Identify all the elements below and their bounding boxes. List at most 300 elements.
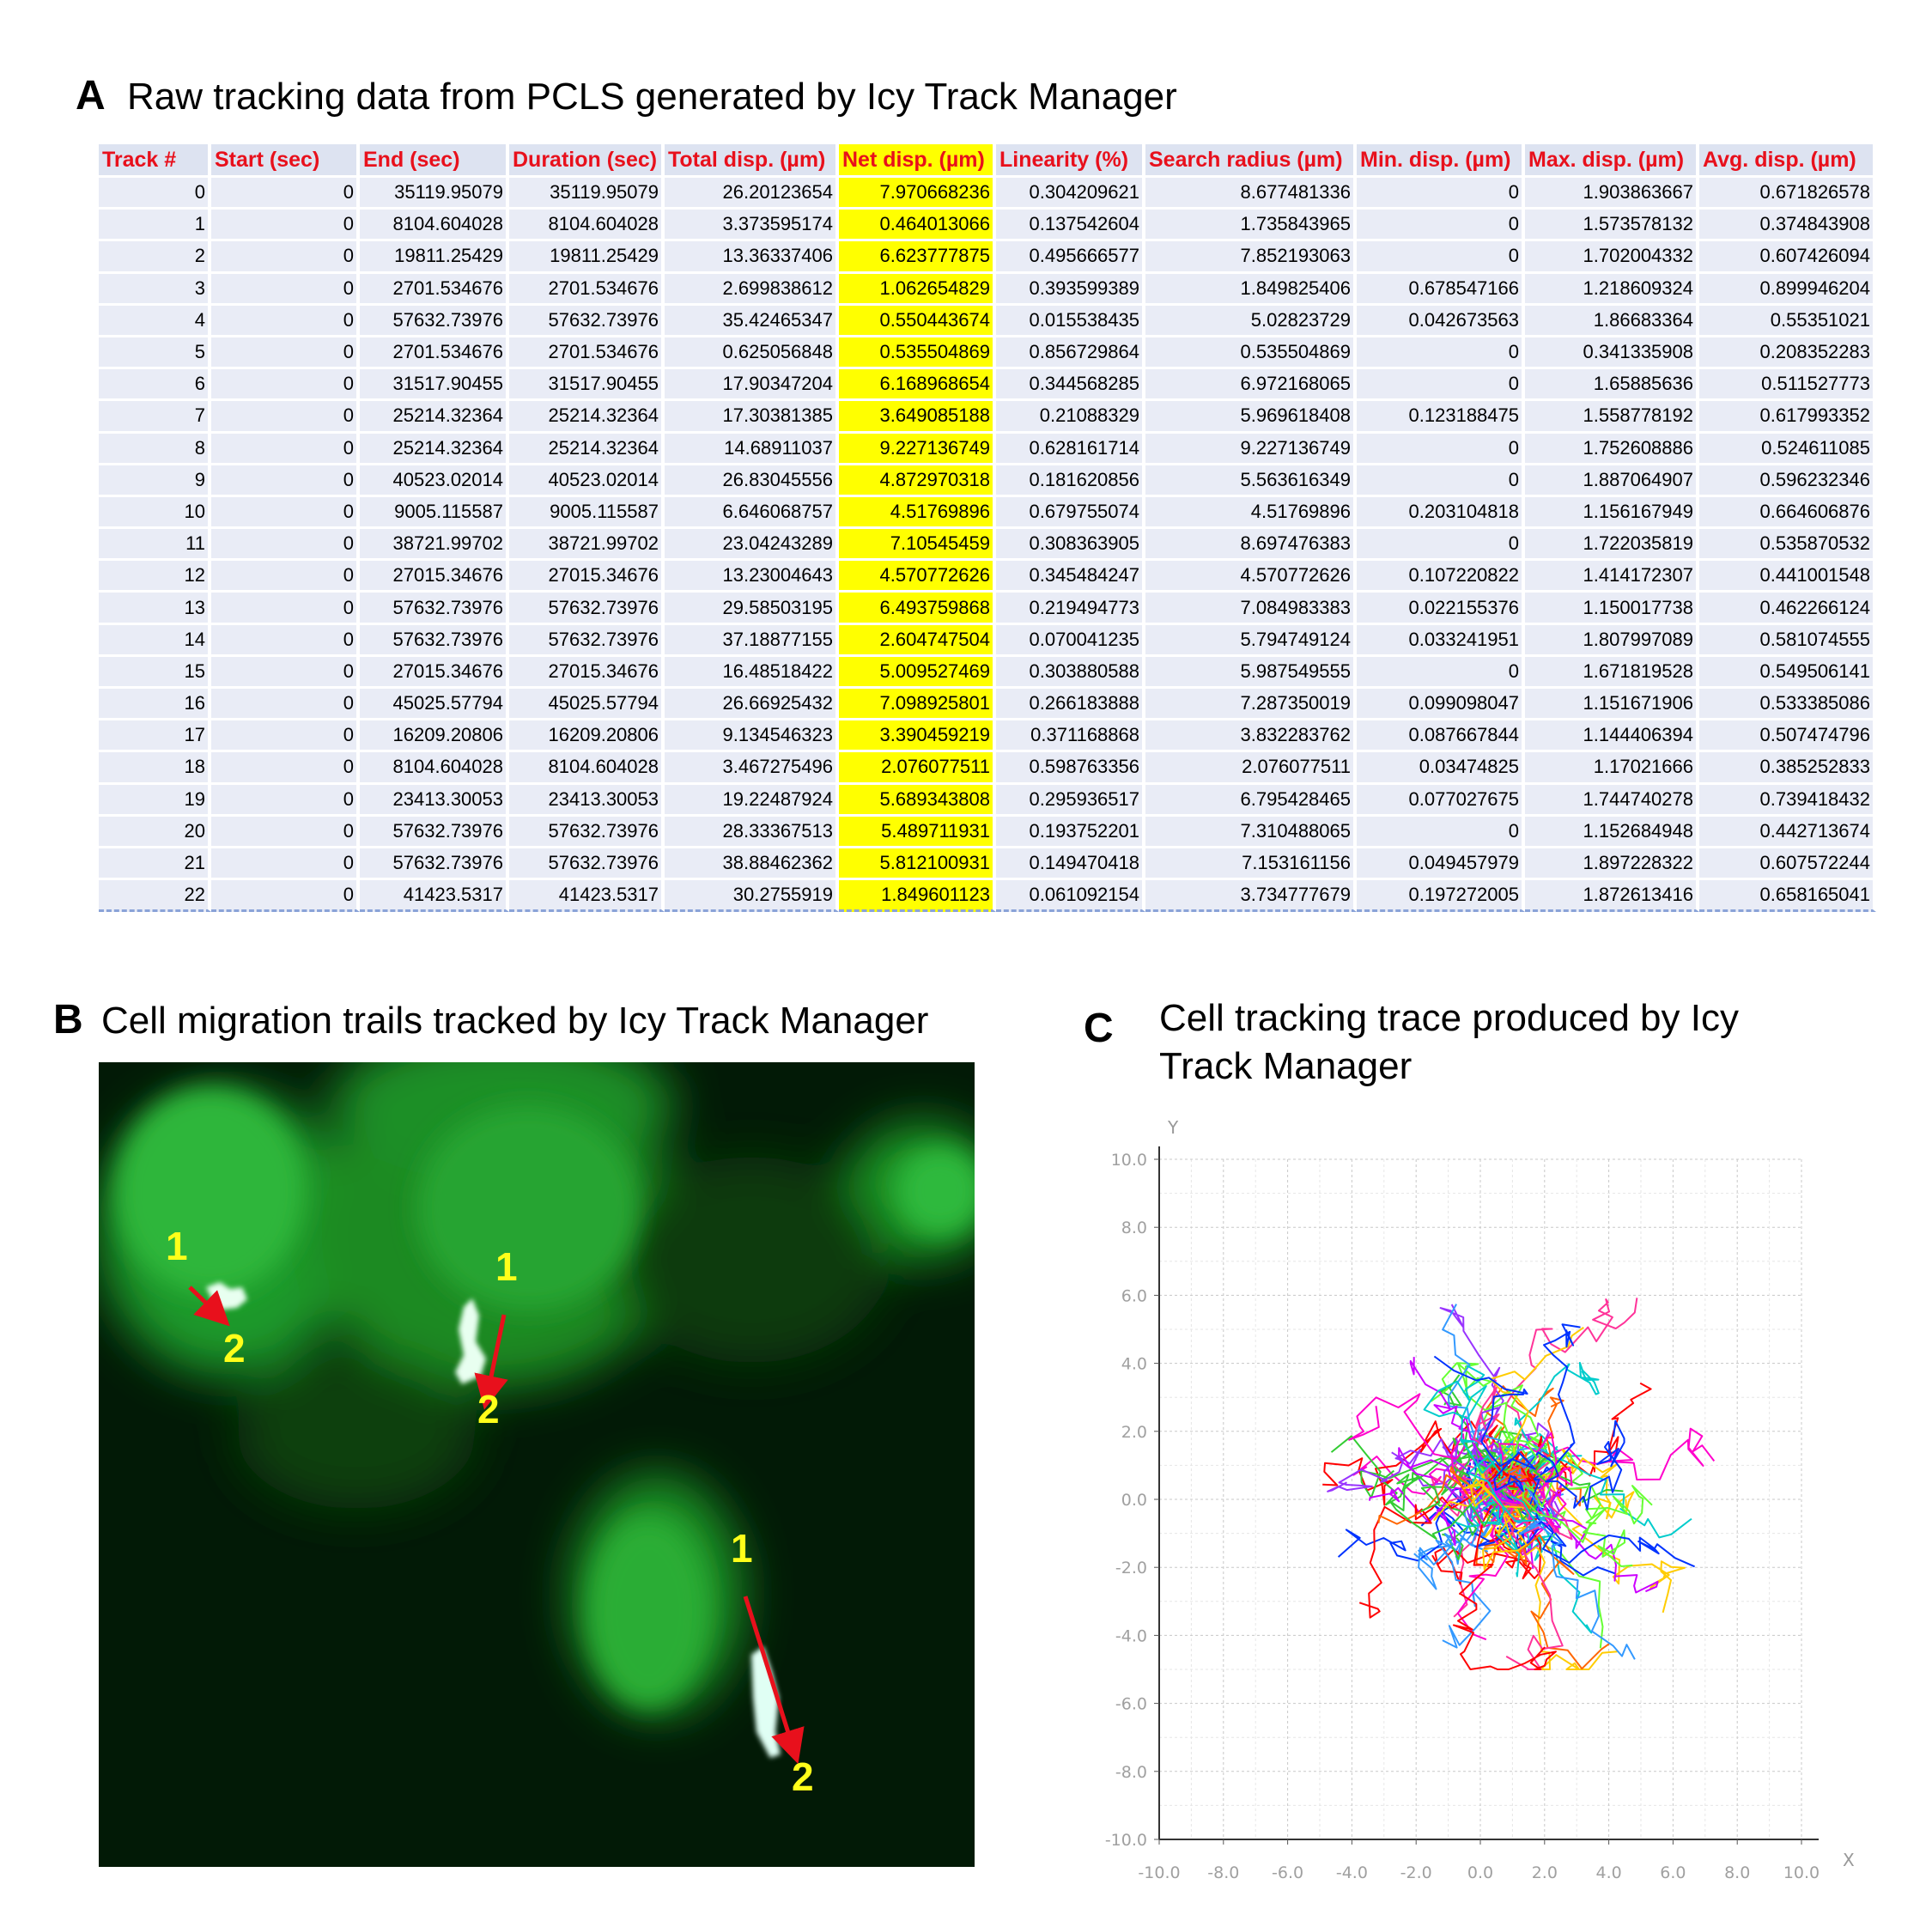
table-cell: 2701.534676 <box>509 274 665 306</box>
table-cell: 40523.02014 <box>360 465 509 497</box>
panel-c-title: Cell tracking trace produced by Icy Track Manager <box>1159 997 1739 1087</box>
table-cell: 19811.25429 <box>509 241 665 273</box>
column-header: Search radius (µm) <box>1145 144 1357 178</box>
table-cell: 0.550443674 <box>839 306 996 337</box>
table-cell: 0.678547166 <box>1357 274 1525 306</box>
y-tick-label: 10.0 <box>1110 1151 1147 1170</box>
table-cell: 0.208352283 <box>1699 337 1876 369</box>
table-cell: 2701.534676 <box>360 337 509 369</box>
table-cell: 1.849601123 <box>839 880 996 912</box>
table-cell: 1.702004332 <box>1525 241 1699 273</box>
column-header: Track # <box>99 144 211 178</box>
table-cell: 7.852193063 <box>1145 241 1357 273</box>
table-cell: 57632.73976 <box>509 848 665 880</box>
x-tick-label: -4.0 <box>1335 1863 1368 1882</box>
table-cell: 0.149470418 <box>996 848 1145 880</box>
table-cell: 0.628161714 <box>996 434 1145 465</box>
table-cell: 0 <box>211 274 360 306</box>
table-cell: 11 <box>99 529 211 561</box>
table-cell: 17.90347204 <box>665 369 839 401</box>
table-cell: 8.677481336 <box>1145 178 1357 210</box>
x-tick-label: -6.0 <box>1272 1863 1304 1882</box>
table-cell: 0 <box>211 529 360 561</box>
table-cell: 20 <box>99 817 211 848</box>
table-cell: 8104.604028 <box>360 210 509 241</box>
table-cell: 0.061092154 <box>996 880 1145 912</box>
table-cell: 6 <box>99 369 211 401</box>
table-cell: 0 <box>211 848 360 880</box>
table-cell: 57632.73976 <box>360 817 509 848</box>
table-cell: 16209.20806 <box>360 720 509 752</box>
y-tick-label: 6.0 <box>1121 1286 1147 1306</box>
table-cell: 19.22487924 <box>665 785 839 817</box>
table-cell: 0 <box>211 465 360 497</box>
table-cell: 8 <box>99 434 211 465</box>
table-cell: 0 <box>211 178 360 210</box>
table-cell: 6.795428465 <box>1145 785 1357 817</box>
table-cell: 8.697476383 <box>1145 529 1357 561</box>
table-cell: 17.30381385 <box>665 401 839 433</box>
table-cell: 57632.73976 <box>360 625 509 657</box>
table-row <box>99 337 1876 369</box>
table-cell: 1.849825406 <box>1145 274 1357 306</box>
table-cell: 31517.90455 <box>360 369 509 401</box>
table-cell: 2.699838612 <box>665 274 839 306</box>
table-cell: 5.969618408 <box>1145 401 1357 433</box>
table-cell: 4.872970318 <box>839 465 996 497</box>
table-cell: 25214.32364 <box>360 434 509 465</box>
table-cell: 0 <box>1357 337 1525 369</box>
table-cell: 0.581074555 <box>1699 625 1876 657</box>
y-tick-label: -4.0 <box>1115 1626 1147 1646</box>
table-row <box>99 401 1876 433</box>
table-cell: 0 <box>211 306 360 337</box>
table-cell: 28.33367513 <box>665 817 839 848</box>
table-cell: 0.197272005 <box>1357 880 1525 912</box>
table-cell: 19 <box>99 785 211 817</box>
table-cell: 0.442713674 <box>1699 817 1876 848</box>
table-row <box>99 465 1876 497</box>
table-cell: 0.598763356 <box>996 752 1145 784</box>
table-cell: 26.83045556 <box>665 465 839 497</box>
table-cell: 17 <box>99 720 211 752</box>
table-cell: 2.604747504 <box>839 625 996 657</box>
table-cell: 0 <box>211 657 360 689</box>
table-cell: 8104.604028 <box>509 752 665 784</box>
x-tick-label: -2.0 <box>1400 1863 1432 1882</box>
table-cell: 1.872613416 <box>1525 880 1699 912</box>
table-row <box>99 657 1876 689</box>
table-cell: 0.345484247 <box>996 561 1145 593</box>
column-header: Min. disp. (µm) <box>1357 144 1525 178</box>
table-cell: 0.535504869 <box>1145 337 1357 369</box>
table-cell: 7.310488065 <box>1145 817 1357 848</box>
table-cell: 0.015538435 <box>996 306 1145 337</box>
table-cell: 13 <box>99 593 211 624</box>
column-header: Avg. disp. (µm) <box>1699 144 1876 178</box>
table-cell: 26.20123654 <box>665 178 839 210</box>
table-cell: 3 <box>99 274 211 306</box>
column-header: Total disp. (µm) <box>665 144 839 178</box>
table-cell: 1.144406394 <box>1525 720 1699 752</box>
table-cell: 1.17021666 <box>1525 752 1699 784</box>
table-cell: 29.58503195 <box>665 593 839 624</box>
table-row <box>99 274 1876 306</box>
table-cell: 57632.73976 <box>509 306 665 337</box>
table-cell: 0 <box>211 497 360 529</box>
table-cell: 0.21088329 <box>996 401 1145 433</box>
table-row <box>99 593 1876 624</box>
table-cell: 23413.30053 <box>509 785 665 817</box>
table-cell: 27015.34676 <box>360 657 509 689</box>
y-tick-label: -6.0 <box>1115 1694 1147 1714</box>
table-cell: 0.533385086 <box>1699 689 1876 720</box>
table-cell: 6.493759868 <box>839 593 996 624</box>
table-cell: 16 <box>99 689 211 720</box>
table-cell: 0.549506141 <box>1699 657 1876 689</box>
table-cell: 0.535870532 <box>1699 529 1876 561</box>
table-cell: 14 <box>99 625 211 657</box>
table-cell: 0.341335908 <box>1525 337 1699 369</box>
table-cell: 2.076077511 <box>1145 752 1357 784</box>
table-cell: 0 <box>1357 817 1525 848</box>
table-cell: 57632.73976 <box>509 593 665 624</box>
tracking-data-table <box>99 144 1876 912</box>
column-header: End (sec) <box>360 144 509 178</box>
table-cell: 41423.5317 <box>360 880 509 912</box>
table-cell: 3.373595174 <box>665 210 839 241</box>
table-cell: 9 <box>99 465 211 497</box>
table-row <box>99 561 1876 593</box>
table-cell: 0.596232346 <box>1699 465 1876 497</box>
table-cell: 16209.20806 <box>509 720 665 752</box>
table-cell: 30.2755919 <box>665 880 839 912</box>
table-cell: 9.227136749 <box>1145 434 1357 465</box>
table-cell: 0.664606876 <box>1699 497 1876 529</box>
y-tick-label: 0.0 <box>1121 1491 1147 1510</box>
y-tick-label: -8.0 <box>1115 1762 1147 1782</box>
y-tick-label: 8.0 <box>1121 1219 1147 1238</box>
x-tick-label: 6.0 <box>1660 1863 1686 1882</box>
table-cell: 0 <box>211 241 360 273</box>
table-row <box>99 369 1876 401</box>
table-cell: 25214.32364 <box>509 401 665 433</box>
table-cell: 9005.115587 <box>360 497 509 529</box>
table-cell: 0.203104818 <box>1357 497 1525 529</box>
x-tick-label: 8.0 <box>1724 1863 1751 1882</box>
table-cell: 0.107220822 <box>1357 561 1525 593</box>
table-cell: 0.042673563 <box>1357 306 1525 337</box>
table-cell: 10 <box>99 497 211 529</box>
x-tick-label: 4.0 <box>1595 1863 1622 1882</box>
table-cell: 1.152684948 <box>1525 817 1699 848</box>
table-cell: 0.856729864 <box>996 337 1145 369</box>
label-cell3-start: 1 <box>731 1526 753 1571</box>
table-cell: 4 <box>99 306 211 337</box>
panel-b-letter: B <box>53 997 83 1043</box>
table-cell: 0.507474796 <box>1699 720 1876 752</box>
table-cell: 1.903863667 <box>1525 178 1699 210</box>
table-cell: 45025.57794 <box>360 689 509 720</box>
table-row <box>99 689 1876 720</box>
table-cell: 0.625056848 <box>665 337 839 369</box>
table-cell: 0.087667844 <box>1357 720 1525 752</box>
table-cell: 35.42465347 <box>665 306 839 337</box>
table-cell: 4.570772626 <box>839 561 996 593</box>
table-cell: 6.168968654 <box>839 369 996 401</box>
table-cell: 0 <box>1357 465 1525 497</box>
table-cell: 9.227136749 <box>839 434 996 465</box>
table-cell: 1.735843965 <box>1145 210 1357 241</box>
table-cell: 0 <box>1357 657 1525 689</box>
table-cell: 0 <box>1357 178 1525 210</box>
table-cell: 0 <box>211 401 360 433</box>
y-axis-label: Y <box>1168 1117 1179 1138</box>
table-cell: 22 <box>99 880 211 912</box>
panel-b-title: Cell migration trails tracked by Icy Track Manager <box>101 1000 929 1042</box>
table-cell: 0.077027675 <box>1357 785 1525 817</box>
table-cell: 0 <box>1357 434 1525 465</box>
table-cell: 0.295936517 <box>996 785 1145 817</box>
table-cell: 4.51769896 <box>839 497 996 529</box>
table-cell: 0.099098047 <box>1357 689 1525 720</box>
x-tick-label: 10.0 <box>1783 1863 1820 1882</box>
table-cell: 0.607426094 <box>1699 241 1876 273</box>
table-row <box>99 785 1876 817</box>
table-cell: 23413.30053 <box>360 785 509 817</box>
table-cell: 0 <box>1357 529 1525 561</box>
table-cell: 27015.34676 <box>509 561 665 593</box>
table-cell: 6.646068757 <box>665 497 839 529</box>
table-cell: 16.48518422 <box>665 657 839 689</box>
table-row <box>99 880 1876 912</box>
cell-migration-micrograph <box>99 1062 975 1867</box>
table-row <box>99 210 1876 241</box>
table-cell: 26.66925432 <box>665 689 839 720</box>
table-cell: 7.084983383 <box>1145 593 1357 624</box>
x-axis-label: X <box>1843 1850 1855 1870</box>
table-cell: 0.495666577 <box>996 241 1145 273</box>
table-cell: 0 <box>1357 241 1525 273</box>
table-row <box>99 178 1876 210</box>
panel-a-title: Raw tracking data from PCLS generated by Icy Track Manager <box>127 76 1177 118</box>
table-cell: 5.563616349 <box>1145 465 1357 497</box>
table-cell: 5.02823729 <box>1145 306 1357 337</box>
plot-tracks <box>1322 1298 1714 1669</box>
table-cell: 0.266183888 <box>996 689 1145 720</box>
table-cell: 31517.90455 <box>509 369 665 401</box>
column-header: Linearity (%) <box>996 144 1145 178</box>
table-cell: 0 <box>1357 210 1525 241</box>
table-cell: 1.414172307 <box>1525 561 1699 593</box>
y-tick-label: 2.0 <box>1121 1422 1147 1442</box>
table-cell: 1.897228322 <box>1525 848 1699 880</box>
table-cell: 40523.02014 <box>509 465 665 497</box>
table-cell: 0.739418432 <box>1699 785 1876 817</box>
table-cell: 7.287350019 <box>1145 689 1357 720</box>
table-cell: 0.374843908 <box>1699 210 1876 241</box>
table-cell: 57632.73976 <box>360 593 509 624</box>
table-cell: 8104.604028 <box>509 210 665 241</box>
table-cell: 4.570772626 <box>1145 561 1357 593</box>
table-cell: 1.671819528 <box>1525 657 1699 689</box>
table-cell: 1.573578132 <box>1525 210 1699 241</box>
table-cell: 0.049457979 <box>1357 848 1525 880</box>
table-cell: 14.68911037 <box>665 434 839 465</box>
table-cell: 0.344568285 <box>996 369 1145 401</box>
label-cell3-end: 2 <box>792 1754 814 1799</box>
table-cell: 0.181620856 <box>996 465 1145 497</box>
table-cell: 57632.73976 <box>360 306 509 337</box>
table-cell: 35119.95079 <box>360 178 509 210</box>
table-cell: 0 <box>211 785 360 817</box>
table-cell: 2701.534676 <box>360 274 509 306</box>
table-cell: 0.033241951 <box>1357 625 1525 657</box>
label-cell2-end: 2 <box>477 1387 500 1432</box>
table-cell: 15 <box>99 657 211 689</box>
table-cell: 7.10545459 <box>839 529 996 561</box>
table-cell: 0.03474825 <box>1357 752 1525 784</box>
panel-c-letter: C <box>1084 1006 1114 1051</box>
table-cell: 45025.57794 <box>509 689 665 720</box>
column-header: Duration (sec) <box>509 144 665 178</box>
table-cell: 4.51769896 <box>1145 497 1357 529</box>
table-cell: 0.899946204 <box>1699 274 1876 306</box>
label-cell1-start: 1 <box>166 1224 188 1268</box>
table-cell: 1.86683364 <box>1525 306 1699 337</box>
table-cell: 5.812100931 <box>839 848 996 880</box>
table-cell: 0.308363905 <box>996 529 1145 561</box>
table-cell: 1.744740278 <box>1525 785 1699 817</box>
table-cell: 5 <box>99 337 211 369</box>
table-cell: 25214.32364 <box>360 401 509 433</box>
table-cell: 1.218609324 <box>1525 274 1699 306</box>
table-cell: 57632.73976 <box>360 848 509 880</box>
table-cell: 0.137542604 <box>996 210 1145 241</box>
table-row <box>99 848 1876 880</box>
table-cell: 7 <box>99 401 211 433</box>
table-cell: 23.04243289 <box>665 529 839 561</box>
table-cell: 1.062654829 <box>839 274 996 306</box>
table-cell: 0 <box>211 752 360 784</box>
panel-a-letter: A <box>76 73 106 119</box>
table-cell: 3.649085188 <box>839 401 996 433</box>
table-row <box>99 529 1876 561</box>
table-cell: 6.623777875 <box>839 241 996 273</box>
table-cell: 7.970668236 <box>839 178 996 210</box>
table-cell: 1.722035819 <box>1525 529 1699 561</box>
table-cell: 5.987549555 <box>1145 657 1357 689</box>
table-cell: 41423.5317 <box>509 880 665 912</box>
table-cell: 1.887064907 <box>1525 465 1699 497</box>
table-cell: 1.807997089 <box>1525 625 1699 657</box>
table-cell: 27015.34676 <box>360 561 509 593</box>
table-row <box>99 752 1876 784</box>
table-cell: 0 <box>211 720 360 752</box>
table-cell: 5.009527469 <box>839 657 996 689</box>
table-cell: 0.462266124 <box>1699 593 1876 624</box>
table-cell: 7.153161156 <box>1145 848 1357 880</box>
table-cell: 1.156167949 <box>1525 497 1699 529</box>
table-cell: 2.076077511 <box>839 752 996 784</box>
y-tick-label: 4.0 <box>1121 1354 1147 1374</box>
x-tick-label: -10.0 <box>1138 1863 1181 1882</box>
table-cell: 2 <box>99 241 211 273</box>
table-row <box>99 625 1876 657</box>
table-cell: 0 <box>211 337 360 369</box>
table-row <box>99 306 1876 337</box>
table-cell: 38721.99702 <box>360 529 509 561</box>
x-tick-label: -8.0 <box>1207 1863 1240 1882</box>
table-cell: 0.679755074 <box>996 497 1145 529</box>
table-cell: 7.098925801 <box>839 689 996 720</box>
table-cell: 0.022155376 <box>1357 593 1525 624</box>
table-cell: 0.070041235 <box>996 625 1145 657</box>
table-cell: 19811.25429 <box>360 241 509 273</box>
table-cell: 0.385252833 <box>1699 752 1876 784</box>
y-tick-label: -2.0 <box>1115 1559 1147 1578</box>
table-cell: 0.303880588 <box>996 657 1145 689</box>
table-cell: 0.535504869 <box>839 337 996 369</box>
table-cell: 2701.534676 <box>509 337 665 369</box>
table-row <box>99 434 1876 465</box>
table-cell: 35119.95079 <box>509 178 665 210</box>
label-cell1-end: 2 <box>223 1326 246 1371</box>
table-cell: 0.658165041 <box>1699 880 1876 912</box>
table-cell: 0.371168868 <box>996 720 1145 752</box>
table-cell: 0.617993352 <box>1699 401 1876 433</box>
table-cell: 25214.32364 <box>509 434 665 465</box>
table-cell: 0.304209621 <box>996 178 1145 210</box>
x-tick-label: 2.0 <box>1531 1863 1558 1882</box>
table-cell: 1.752608886 <box>1525 434 1699 465</box>
table-cell: 9.134546323 <box>665 720 839 752</box>
table-cell: 0 <box>211 210 360 241</box>
table-cell: 12 <box>99 561 211 593</box>
table-cell: 0.193752201 <box>996 817 1145 848</box>
table-cell: 0 <box>211 625 360 657</box>
y-tick-label: -10.0 <box>1104 1831 1147 1850</box>
table-cell: 3.832283762 <box>1145 720 1357 752</box>
table-cell: 6.972168065 <box>1145 369 1357 401</box>
table-cell: 5.489711931 <box>839 817 996 848</box>
table-cell: 0.464013066 <box>839 210 996 241</box>
table-row <box>99 720 1876 752</box>
table-cell: 0.219494773 <box>996 593 1145 624</box>
table-row <box>99 817 1876 848</box>
table-cell: 0 <box>1357 369 1525 401</box>
table-cell: 38721.99702 <box>509 529 665 561</box>
table-header-row <box>99 144 1876 178</box>
table-cell: 9005.115587 <box>509 497 665 529</box>
table-cell: 57632.73976 <box>509 817 665 848</box>
table-cell: 1.150017738 <box>1525 593 1699 624</box>
table-cell: 0 <box>211 689 360 720</box>
table-cell: 0.524611085 <box>1699 434 1876 465</box>
table-cell: 0.671826578 <box>1699 178 1876 210</box>
table-row <box>99 497 1876 529</box>
label-cell2-start: 1 <box>495 1244 518 1289</box>
table-cell: 3.467275496 <box>665 752 839 784</box>
table-cell: 13.36337406 <box>665 241 839 273</box>
table-cell: 3.734777679 <box>1145 880 1357 912</box>
table-cell: 1 <box>99 210 211 241</box>
table-cell: 0.55351021 <box>1699 306 1876 337</box>
table-row <box>99 241 1876 273</box>
table-cell: 0 <box>211 561 360 593</box>
table-cell: 0.511527773 <box>1699 369 1876 401</box>
table-cell: 18 <box>99 752 211 784</box>
